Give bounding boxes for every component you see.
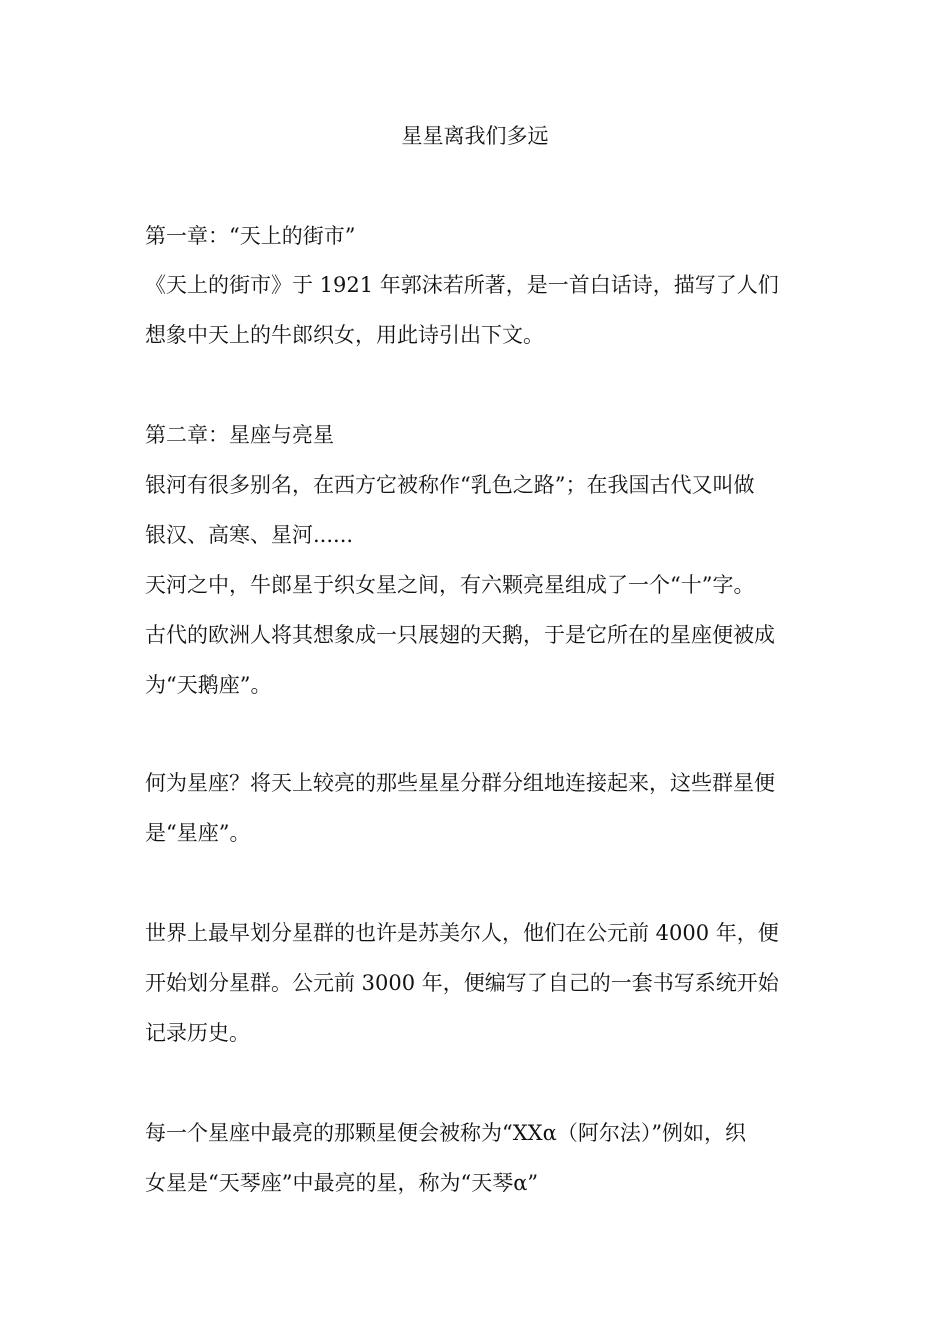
paragraph-line: 古代的欧洲人将其想象成一只展翅的天鹅，于是它所在的星座便被成 bbox=[145, 623, 775, 647]
paragraph-line: 《天上的街市》于 1921 年郭沫若所著，是一首白话诗，描写了人们 bbox=[145, 273, 779, 297]
paragraph-line: 女星是“天琴座”中最亮的星，称为“天琴α” bbox=[145, 1171, 539, 1195]
paragraph-line: 为“天鹅座”。 bbox=[145, 673, 272, 697]
chapter-2-heading: 第二章：星座与亮星 bbox=[145, 423, 334, 447]
chapter-1-heading: 第一章：“天上的街市” bbox=[145, 224, 356, 248]
paragraph-line: 天河之中，牛郎星于织女星之间，有六颗亮星组成了一个“十”字。 bbox=[145, 573, 755, 597]
paragraph-line: 银汉、高寒、星河...... bbox=[145, 523, 354, 547]
paragraph-line: 银河有很多别名，在西方它被称作“乳色之路”；在我国古代又叫做 bbox=[145, 473, 755, 497]
paragraph-line: 是“星座”。 bbox=[145, 821, 251, 845]
paragraph-line: 世界上最早划分星群的也许是苏美尔人，他们在公元前 4000 年，便 bbox=[145, 921, 779, 945]
paragraph-line: 开始划分星群。公元前 3000 年，便编写了自己的一套书写系统开始 bbox=[145, 971, 779, 995]
paragraph-line: 想象中天上的牛郎织女，用此诗引出下文。 bbox=[145, 323, 544, 347]
paragraph-line: 何为星座？将天上较亮的那些星星分群分组地连接起来，这些群星便 bbox=[145, 771, 775, 795]
document-title: 星星离我们多远 bbox=[401, 124, 549, 148]
paragraph-line: 每一个星座中最亮的那颗星便会被称为“XXα（阿尔法）”例如，织 bbox=[145, 1121, 747, 1145]
paragraph-line: 记录历史。 bbox=[145, 1021, 250, 1045]
